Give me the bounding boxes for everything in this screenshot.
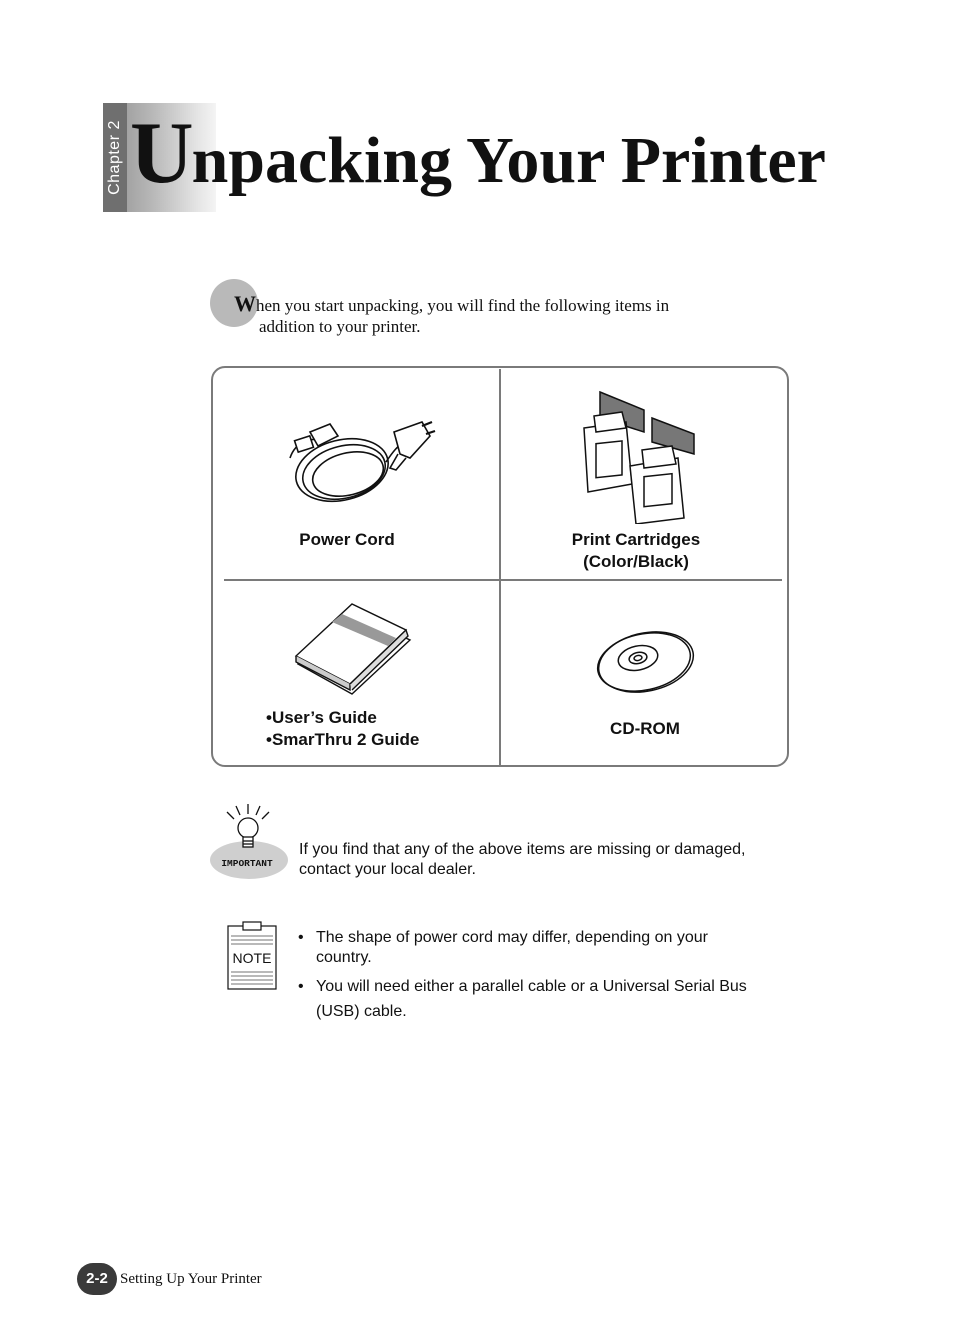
guide-item	[266, 707, 486, 729]
print-cartridges-label-line2: (Color/Black)	[583, 552, 689, 571]
intro-line1: hen you start unpacking, you will find the following items in	[256, 296, 670, 315]
bullet: •	[266, 730, 272, 749]
user-guides-icon	[292, 600, 414, 698]
note-list	[298, 928, 768, 1024]
print-cartridges-label	[520, 529, 752, 573]
page-title	[130, 104, 826, 204]
important-message: If you find that any of the above items are missing or damaged, contact your local dealer.	[299, 841, 746, 878]
title-initial: U	[130, 105, 192, 202]
lightbulb-icon	[208, 800, 294, 882]
cd-rom-label: CD-ROM	[610, 719, 680, 738]
page-number-badge: 2-2	[77, 1263, 117, 1295]
bullet: •	[298, 978, 304, 995]
print-cartridges-icon	[574, 388, 700, 524]
box-horizontal-divider	[224, 579, 782, 581]
intro-initial: W	[234, 291, 256, 316]
box-vertical-divider	[499, 369, 501, 765]
print-cartridges-label-line1: Print Cartridges	[571, 530, 701, 549]
power-cord-icon	[282, 410, 437, 510]
note-icon-label: NOTE	[232, 950, 272, 966]
bullet: •	[266, 708, 272, 727]
important-icon-label: IMPORTANT	[221, 858, 273, 869]
bullet: •	[298, 929, 304, 946]
note-icon	[225, 920, 279, 992]
note-item-text: You will need either a parallel cable or a Universal Serial Bus (USB) cable.	[316, 978, 747, 1020]
guide-item-label: User’s Guide	[271, 708, 377, 727]
chapter-label: Chapter 2	[106, 120, 123, 195]
intro-paragraph	[234, 293, 774, 337]
power-cord-label: Power Cord	[299, 530, 395, 549]
guide-item	[266, 729, 486, 751]
note-item-text: The shape of power cord may differ, depending on your country.	[316, 929, 708, 966]
guides-list	[266, 707, 486, 751]
note-item	[298, 928, 768, 968]
intro-line2: addition to your printer.	[259, 317, 421, 336]
guide-item-label: SmarThru 2 Guide	[271, 730, 420, 749]
title-rest: npacking Your Printer	[191, 124, 826, 197]
note-item	[298, 974, 768, 1024]
footer-section-title: Setting Up Your Printer	[120, 1271, 262, 1287]
cd-rom-icon	[596, 630, 700, 696]
